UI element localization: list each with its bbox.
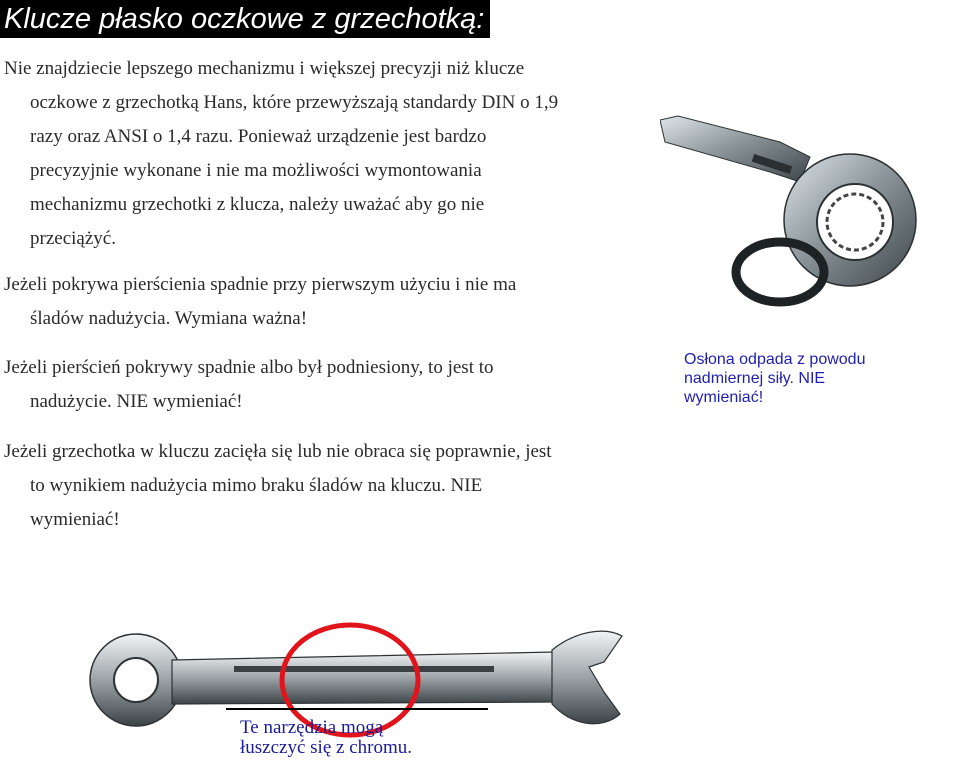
text-line: mechanizmu grzechotki z klucza, należy uważać aby go nie — [30, 194, 485, 215]
paragraph-intro — [4, 52, 558, 256]
wrench-cover-ring-photo — [660, 112, 960, 317]
text-line: Jeżeli pierścień pokrywy spadnie albo był podniesiony, to jest to — [4, 357, 494, 378]
text-line: precyzyjnie wykonane i nie ma możliwości wymontowania — [30, 160, 482, 181]
text-line: nadużycie. NIE wymieniać! — [30, 391, 243, 412]
text-line: oczkowe z grzechotką Hans, które przewyższają standardy DIN o 1,9 — [30, 92, 559, 113]
text-line: razy oraz ANSI o 1,4 razu. Ponieważ urządzenie jest bardzo — [30, 126, 487, 147]
text-line: Jeżeli pokrywa pierścienia spadnie przy pierwszym użyciu i nie ma — [4, 274, 517, 295]
note-line: Te narzędzia mogą — [240, 717, 384, 738]
text-line: Jeżeli grzechotka w kluczu zacięła się lub nie obraca się poprawnie, jest — [4, 441, 552, 462]
caption-line: nadmiernej siły. NIE — [684, 370, 826, 387]
chrome-note — [226, 708, 488, 764]
text-line: śladów nadużycia. Wymiana ważna! — [30, 308, 308, 329]
paragraph-cover-ring-misuse — [4, 351, 494, 419]
text-line: wymieniać! — [30, 509, 120, 530]
text-line: Nie znajdziecie lepszego mechanizmu i większej precyzji niż klucze — [4, 58, 525, 79]
note-line: łuszczyć się z chromu. — [240, 737, 412, 758]
text-line: przeciążyć. — [30, 228, 116, 249]
caption-line: wymieniać! — [684, 389, 764, 406]
image-caption — [684, 350, 865, 407]
text-line: to wynikiem nadużycia mimo braku śladów na kluczu. NIE — [30, 475, 483, 496]
paragraph-cover-falls-first-use — [4, 268, 516, 336]
paragraph-ratchet-jammed — [4, 435, 552, 537]
caption-line: Osłona odpada z powodu — [684, 351, 866, 368]
page-title: Klucze płasko oczkowe z grzechotką: — [0, 0, 490, 38]
